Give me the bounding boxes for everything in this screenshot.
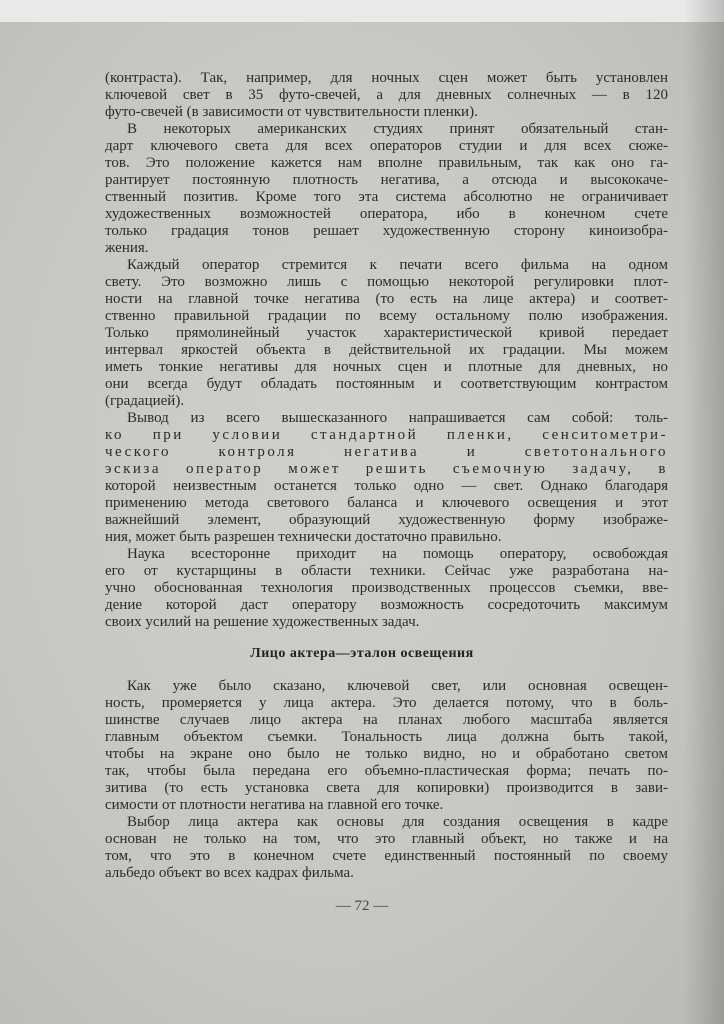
body-text-section-1 [105, 70, 668, 631]
paragraph [105, 410, 668, 546]
text-line: жения. [105, 240, 149, 256]
text-line: так, чтобы была передана его объемно-пластическая форма; печать по- [105, 763, 668, 779]
paragraph [105, 121, 668, 257]
text-line: применению метода светового баланса и ключевого освещения и этот [105, 495, 668, 511]
text-line: рантирует постоянную плотность негатива, а отсюда и высококаче- [105, 172, 668, 188]
text-line: шинстве случаев лицо актера на планах любого масштаба является [105, 712, 668, 728]
text-line: Как уже было сказано, ключевой свет, или основная освещен- [127, 678, 668, 694]
text-line: Наука всесторонне приходит на помощь оператору, освобождая [127, 546, 668, 562]
text-line: главным объектом съемки. Тональность лица должна быть такой, [105, 729, 668, 745]
text-line: ко при условии стандартной пленки, сенситометри- [105, 427, 668, 443]
text-line: том, что это в конечном счете единственный постоянный по своему [105, 848, 668, 864]
paragraph [105, 546, 668, 631]
text-line: Каждый оператор стремится к печати всего фильма на одном [127, 257, 668, 273]
paragraph [105, 814, 668, 882]
text-line: они всегда будут обладать постоянным и соответствующим контрастом [105, 376, 668, 392]
text-line: ключевой свет в 35 футо-свечей, а для дневных солнечных — в 120 [105, 87, 668, 103]
text-line: В некоторых американских студиях принят обязательный стан- [127, 121, 668, 137]
text-line: (градацией). [105, 393, 185, 409]
text-line: тов. Это положение кажется нам вполне правильным, так как оно га- [105, 155, 668, 171]
text-line: симости от плотности негатива на главной его точке. [105, 797, 444, 813]
text-line: своих усилий на решение художественных задач. [105, 614, 420, 630]
text-line: Вывод из всего вышесказанного напрашивается сам собой: толь- [127, 410, 668, 426]
text-line: ности на главной точке негатива (то есть на лице актера) и соответ- [105, 291, 668, 307]
text-line: альбедо объект во всех кадрах фильма. [105, 865, 354, 881]
text-line: интервал яркостей объекта в действительной их градации. Мы можем [105, 342, 668, 358]
text-line: Выбор лица актера как основы для создания освещения в кадре [127, 814, 668, 830]
body-text-section-2 [105, 678, 668, 882]
text-line: ственно правильной градации по всему остальному полю изображения. [105, 308, 668, 324]
text-line: дарт ключевого света для всех операторов студии и для всех сюже- [105, 138, 668, 154]
text-line: ния, может быть разрешен технически достаточно правильно. [105, 529, 502, 545]
paragraph [105, 678, 668, 814]
paragraph [105, 257, 668, 410]
text-line: только градация тонов решает художественную сторону киноизобра- [105, 223, 668, 239]
text-line: (контраста). Так, например, для ночных сцен может быть установлен [105, 70, 668, 86]
page-top-edge [0, 0, 724, 22]
paragraph [105, 70, 668, 121]
text-line: Только прямолинейный участок характеристической кривой передает [105, 325, 668, 341]
text-line: иметь тонкие негативы для ночных сцен и плотные для дневных, но [105, 359, 668, 375]
text-line: ность, промеряется у лица актера. Это делается потому, что в боль- [105, 695, 668, 711]
text-line: учно обоснованная технология производственных процессов съемки, вве- [105, 580, 668, 596]
text-line: эскиза оператор может решить съемочную задачу, в [105, 461, 668, 477]
text-line: дение которой даст оператору возможность сосредоточить максимум [105, 597, 668, 613]
text-line: ческого контроля негатива и светотонального [105, 444, 668, 460]
text-line: художественных возможностей оператора, ибо в конечном счете [105, 206, 668, 222]
text-line: свету. Это возможно лишь с помощью некоторой регулировки плот- [105, 274, 668, 290]
text-line: его от кустарщины в области техники. Сейчас уже разработана на- [105, 563, 668, 579]
text-line: которой неизвестным останется только одно — свет. Однако благодаря [105, 478, 668, 494]
text-line: футо-свечей (в зависимости от чувствительности пленки). [105, 104, 478, 120]
text-line: важнейший элемент, образующий художественную форму изображе- [105, 512, 668, 528]
text-line: зитива (то есть установка света для копировки) производится в зави- [105, 780, 668, 796]
page-number: — 72 — [335, 898, 389, 914]
text-line: ственный позитив. Кроме того эта система абсолютно не ограничивает [105, 189, 668, 205]
section-heading: Лицо актера—эталон освещения [250, 646, 474, 661]
text-line: чтобы на экране оно было не только видно, но и обработано светом [105, 746, 668, 762]
text-line: основан не только на том, что это главный объект, но также и на [105, 831, 668, 847]
